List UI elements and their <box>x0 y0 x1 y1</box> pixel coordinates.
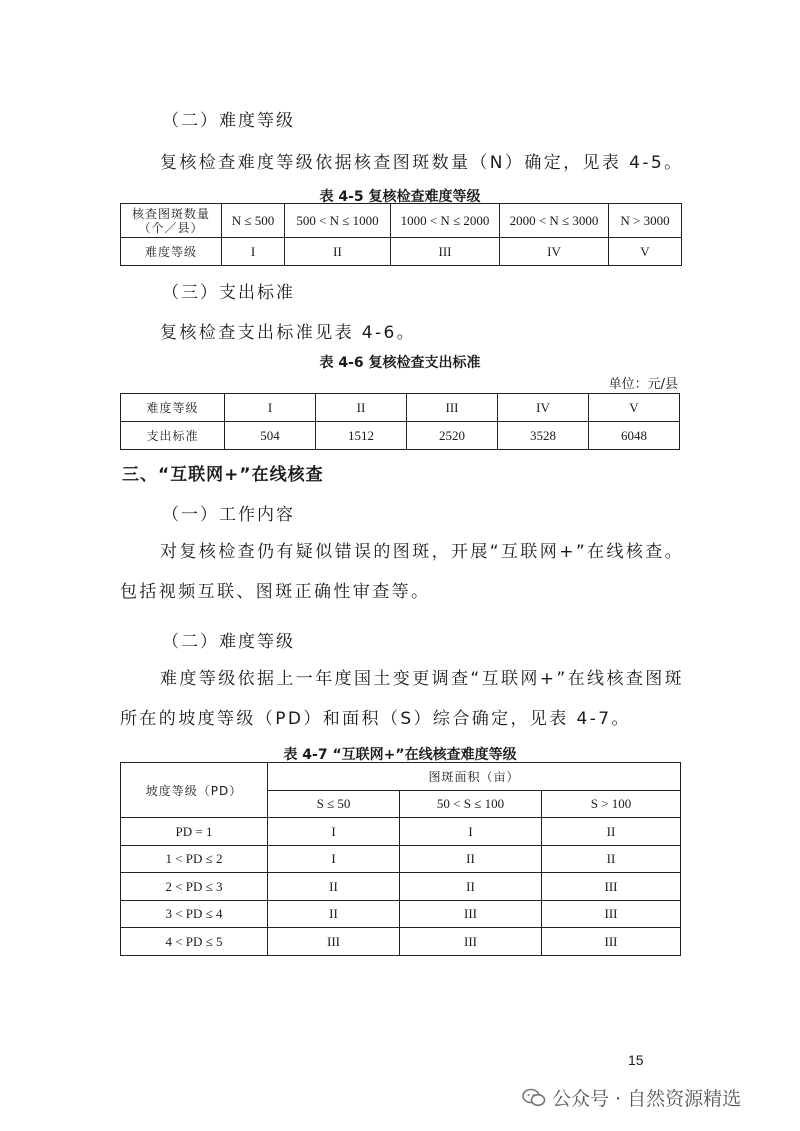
table-4-5 <box>120 203 682 266</box>
table-cell: IV <box>500 238 609 266</box>
table-cell: 500 < N ≤ 1000 <box>285 204 391 238</box>
section-heading-difficulty: （二）难度等级 <box>162 111 295 131</box>
table-cell: III <box>542 873 681 901</box>
table-cell: V <box>609 238 682 266</box>
table-cell: 难度等级 <box>121 238 222 266</box>
table-cell: II <box>542 846 681 873</box>
table-4-7 <box>120 762 681 956</box>
table-cell: 坡度等级（PD） <box>121 763 268 818</box>
table-cell: IV <box>498 394 589 422</box>
paragraph-difficulty: 复核检查难度等级依据核查图斑数量（N）确定，见表 4-5。 <box>160 153 684 173</box>
table-cell: 图斑面积（亩） <box>268 763 681 791</box>
table-cell: III <box>542 928 681 956</box>
table-cell: II <box>285 238 391 266</box>
page-number: 15 <box>628 1052 644 1068</box>
table-cell: 6048 <box>589 422 680 450</box>
table-cell: III <box>400 901 542 928</box>
table-cell: S ≤ 50 <box>268 791 400 818</box>
paragraph-work-content: 对复核检查仍有疑似错误的图斑，开展“互联网+”在线核查。包括视频互联、图斑正确性审查等。 <box>120 542 685 602</box>
table-cell: II <box>400 846 542 873</box>
table-cell: 1000 < N ≤ 2000 <box>391 204 500 238</box>
table-cell: III <box>407 394 498 422</box>
section-heading-work-content: （一）工作内容 <box>162 505 295 525</box>
section-heading-expense: （三）支出标准 <box>162 283 295 303</box>
table-cell: III <box>400 928 542 956</box>
table-cell: II <box>268 873 400 901</box>
table-cell: 核查图斑数量（个／县） <box>121 204 222 238</box>
table-cell: I <box>222 238 285 266</box>
table-cell: 3 < PD ≤ 4 <box>121 901 268 928</box>
table-cell: II <box>316 394 407 422</box>
table-cell: 1 < PD ≤ 2 <box>121 846 268 873</box>
wechat-icon <box>522 1088 546 1108</box>
table-cell: I <box>268 846 400 873</box>
table-cell: 2520 <box>407 422 498 450</box>
paragraph-online-difficulty: 难度等级依据上一年度国土变更调查“互联网+”在线核查图斑所在的坡度等级（PD）和面积（S）综合确定，见表 4-7。 <box>120 669 685 729</box>
paragraph-expense: 复核检查支出标准见表 4-6。 <box>160 323 417 343</box>
watermark <box>522 1084 741 1111</box>
table-cell: II <box>268 901 400 928</box>
table-cell: S > 100 <box>542 791 681 818</box>
table-cell: 难度等级 <box>121 394 225 422</box>
table-cell: 支出标准 <box>121 422 225 450</box>
table-cell: I <box>225 394 316 422</box>
table-cell: III <box>268 928 400 956</box>
table-cell: 50 < S ≤ 100 <box>400 791 542 818</box>
table-cell: 2000 < N ≤ 3000 <box>500 204 609 238</box>
table-cell: 4 < PD ≤ 5 <box>121 928 268 956</box>
table-cell: N > 3000 <box>609 204 682 238</box>
table-4-7-caption: 表 4-7 “互联网+”在线核查难度等级 <box>283 747 517 763</box>
table-cell: 1512 <box>316 422 407 450</box>
watermark-text: 公众号 · 自然资源精选 <box>552 1088 742 1110</box>
table-cell: N ≤ 500 <box>222 204 285 238</box>
table-4-6-unit: 单位：元/县 <box>608 377 678 392</box>
table-cell: I <box>268 818 400 846</box>
table-cell: II <box>542 818 681 846</box>
table-cell: 504 <box>225 422 316 450</box>
table-cell: III <box>391 238 500 266</box>
table-cell: I <box>400 818 542 846</box>
table-cell: V <box>589 394 680 422</box>
table-4-6-caption: 表 4-6 复核检查支出标准 <box>319 355 481 371</box>
table-4-6 <box>120 393 680 450</box>
table-cell: III <box>542 901 681 928</box>
table-cell: II <box>400 873 542 901</box>
table-4-5-caption: 表 4-5 复核检查难度等级 <box>319 189 481 205</box>
table-cell: PD = 1 <box>121 818 268 846</box>
part-three-title: 三、“互联网+”在线核查 <box>122 465 324 485</box>
section-heading-online-difficulty: （二）难度等级 <box>162 632 295 652</box>
table-cell: 3528 <box>498 422 589 450</box>
table-cell: 2 < PD ≤ 3 <box>121 873 268 901</box>
